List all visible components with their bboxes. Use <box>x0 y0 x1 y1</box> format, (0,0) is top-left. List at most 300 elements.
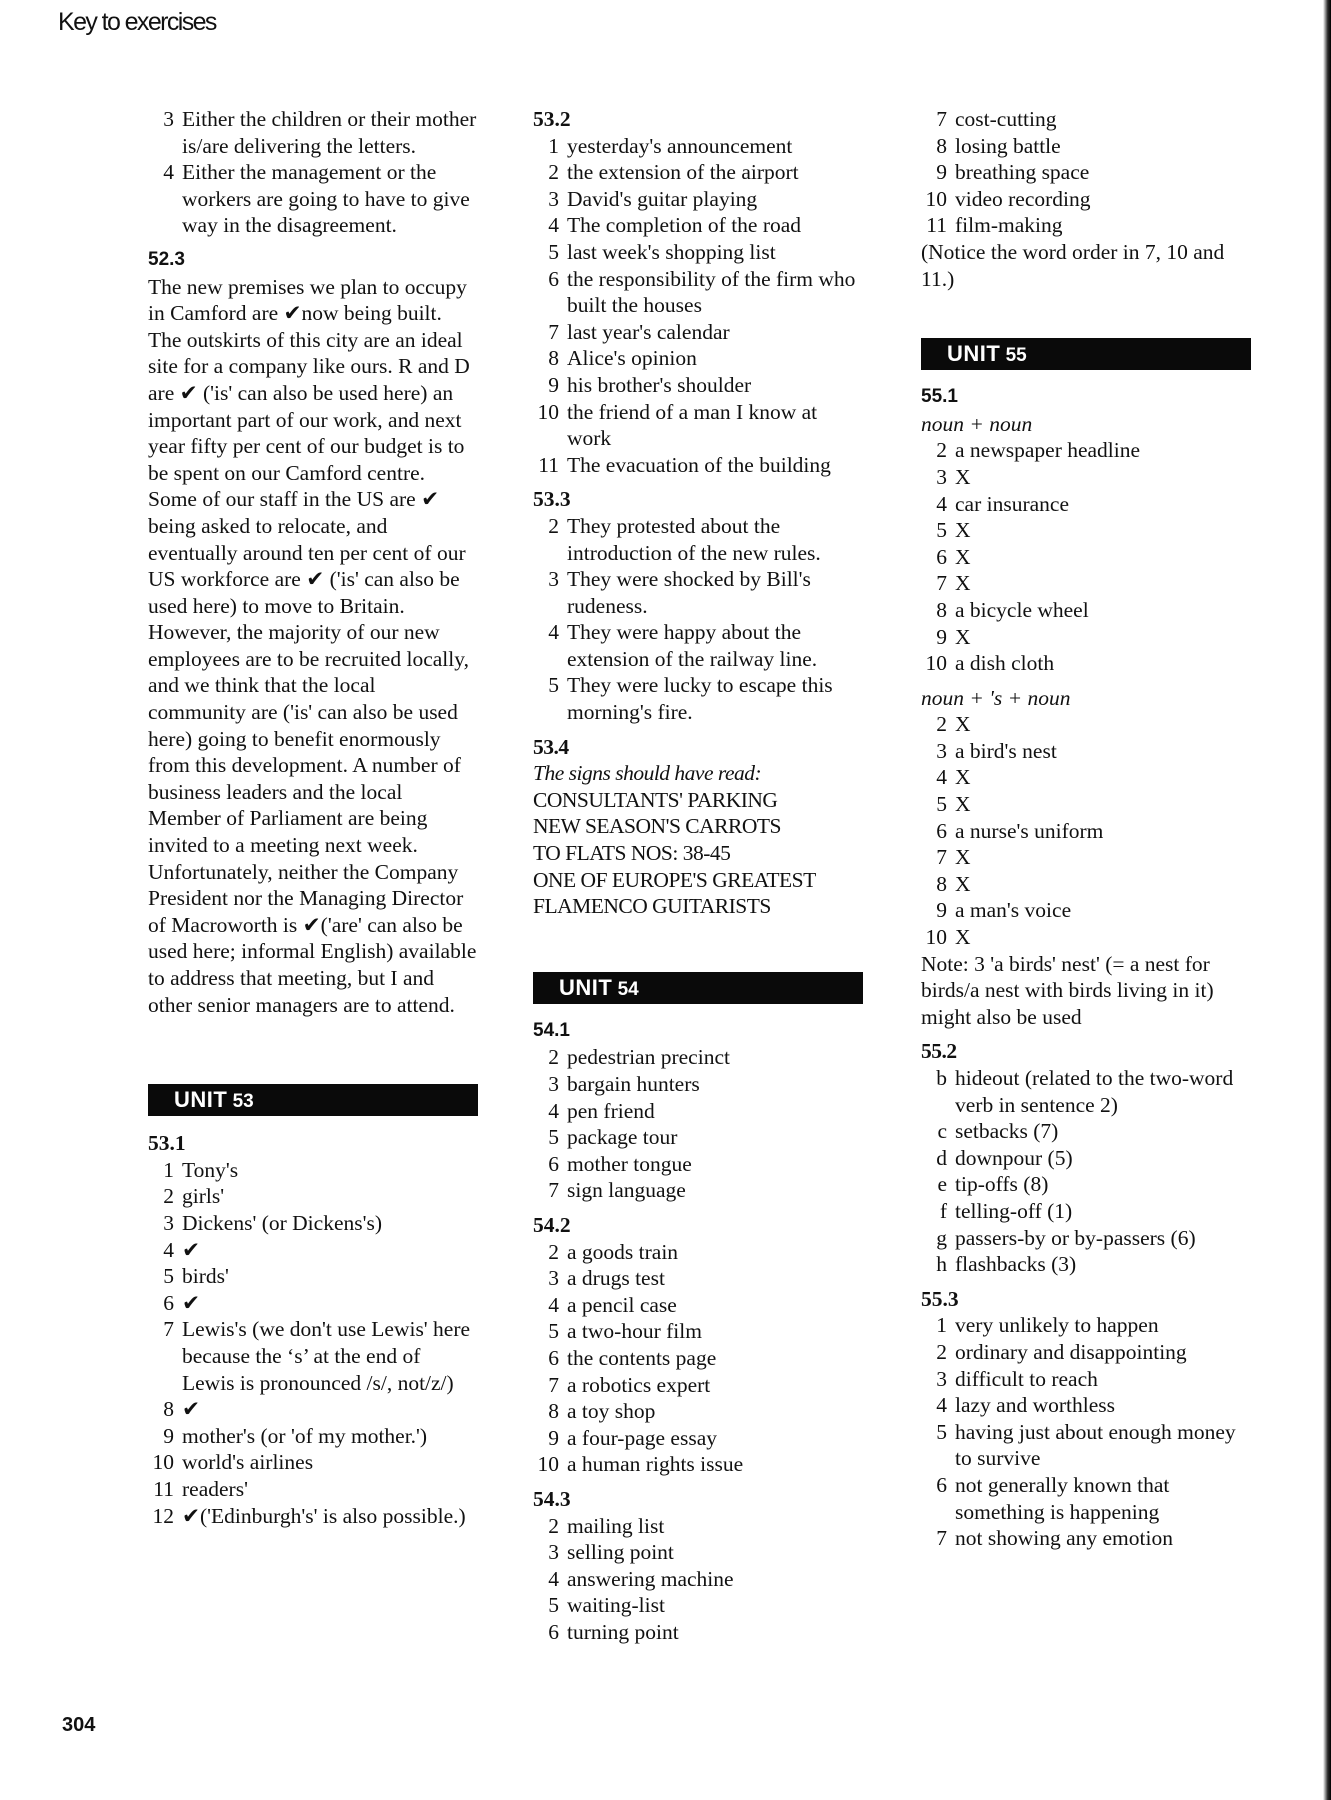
item-text: a drugs test <box>567 1266 665 1291</box>
item-text: Lewis's (we don't use Lewis' here because the ‘s’ at the end of Lewis is pronounced /s/, not/z/) <box>182 1317 471 1395</box>
subheading-noun-s-noun: noun + 's + noun <box>921 685 1071 710</box>
list-item <box>148 1476 478 1503</box>
item-number: b <box>936 1066 947 1090</box>
unit-55-header <box>921 338 1251 370</box>
item-text: the responsibility of the firm who built the houses <box>567 266 856 318</box>
item-text: The evacuation of the building <box>567 452 831 477</box>
list-54-3 <box>533 1513 863 1646</box>
list-item <box>921 570 1251 597</box>
item-text: film-making <box>955 213 1063 238</box>
list-item <box>921 791 1251 818</box>
item-number: 5 <box>163 1264 174 1289</box>
item-number: 9 <box>936 624 947 649</box>
item-number: 5 <box>548 239 559 264</box>
item-text: ✔ <box>182 1397 201 1422</box>
item-text: a human rights issue <box>567 1452 744 1477</box>
item-text: They were shocked by Bill's rudeness. <box>567 567 811 618</box>
list-item <box>533 372 863 399</box>
list-item <box>533 1151 863 1178</box>
item-number: 7 <box>936 845 947 870</box>
column-middle <box>533 106 863 1645</box>
list-item <box>148 106 478 159</box>
list-item <box>533 1592 863 1619</box>
list-item <box>533 452 863 479</box>
exercise-53-3-heading: 53.3 <box>533 487 571 512</box>
list-item <box>533 1566 863 1593</box>
item-number: 4 <box>936 491 947 516</box>
item-text: a dish cloth <box>955 651 1055 676</box>
list-item <box>533 212 863 239</box>
item-number: 5 <box>548 1593 559 1618</box>
item-text: David's guitar playing <box>567 186 758 211</box>
unit-53-number: 53 <box>232 1091 254 1113</box>
list-item <box>533 1318 863 1345</box>
scan-edge <box>1323 0 1331 1800</box>
item-number: 4 <box>548 1098 559 1123</box>
sign-line: ONE OF EUROPE'S GREATEST <box>533 867 816 892</box>
list-item <box>533 1124 863 1151</box>
list-item <box>921 871 1251 898</box>
item-number: f <box>939 1198 947 1223</box>
list-item <box>921 1419 1251 1472</box>
unit-55-number: 55 <box>1005 345 1027 367</box>
item-number: 1 <box>163 1157 174 1182</box>
list-item <box>921 1171 1251 1198</box>
list-item <box>533 1239 863 1266</box>
list-item <box>148 1263 478 1290</box>
exercise-53-2-heading: 53.2 <box>533 107 571 131</box>
item-number: 2 <box>548 1513 559 1538</box>
list-item <box>921 464 1251 491</box>
item-text: last week's shopping list <box>567 239 776 264</box>
list-item <box>921 437 1251 464</box>
item-number: 4 <box>548 1566 559 1591</box>
list-item <box>533 1372 863 1399</box>
item-text: world's airlines <box>182 1450 314 1475</box>
item-text: a bicycle wheel <box>955 597 1089 622</box>
list-item <box>921 1225 1251 1252</box>
item-text: tip-offs (8) <box>955 1172 1049 1197</box>
list-item <box>148 1237 478 1264</box>
item-text: not generally known that something is happening <box>955 1472 1170 1524</box>
list-54-1 <box>533 1044 863 1204</box>
list-item <box>921 517 1251 544</box>
list-item <box>533 186 863 213</box>
exercise-52-3-text: The new premises we plan to occupy in Camford are ✔now being built. The outskirts of this city are an ideal site for a company like ours. R and D are ✔ ('is' can also be used here) an important part of our work, and next year fifty per cent of our budget is to be spent on our Camford centre. Some of our staff in the US are ✔ being asked to relocate, and eventually around ten per cent of our US workforce are ✔ ('is' can also be used here) to move to Britain. However, the majority of our new employees are to be recruited locally, and we think that the local community are ('is' can also be used here) going to benefit enormously from this development. A number of business leaders and the local Member of Parliament are being invited to a meeting next week. Unfortunately, neither the Company President nor the Managing Director of Macroworth is ✔('are' can also be used here; informal English) available to address that meeting, but I and other senior managers are to attend. <box>148 274 477 1017</box>
item-text: a bird's nest <box>955 738 1057 763</box>
item-text: telling-off (1) <box>955 1198 1073 1223</box>
unit-54-label: UNIT <box>559 974 613 1000</box>
exercise-55-3-heading: 55.3 <box>921 1286 959 1311</box>
list-item <box>533 672 863 725</box>
item-number: 8 <box>936 597 947 622</box>
list-item <box>921 159 1251 186</box>
item-number: 6 <box>936 1472 947 1497</box>
list-item <box>921 764 1251 791</box>
item-text: Either the management or the workers are going to have to give way in the disagreement. <box>182 160 470 238</box>
item-text: ✔ <box>182 1290 201 1315</box>
item-number: 8 <box>548 346 559 371</box>
list-item <box>921 844 1251 871</box>
list-item <box>533 266 863 319</box>
list-item <box>921 597 1251 624</box>
item-text: ordinary and disappointing <box>955 1339 1187 1364</box>
item-number: 3 <box>163 1210 174 1235</box>
item-text: They were happy about the extension of the railway line. <box>567 620 818 671</box>
signs-list <box>533 787 863 920</box>
item-text: his brother's shoulder <box>567 372 752 397</box>
item-text: a pencil case <box>567 1292 677 1317</box>
item-text: having just about enough money to survive <box>955 1419 1236 1471</box>
list-item <box>921 1525 1251 1552</box>
list-item <box>148 1396 478 1423</box>
note-55-1: Note: 3 'a birds' nest' (= a nest for birds/a nest with birds living in it) might also be used <box>921 951 1214 1029</box>
item-number: 2 <box>163 1184 174 1209</box>
column-left <box>148 106 478 1529</box>
item-text: a toy shop <box>567 1399 656 1424</box>
item-text: X <box>955 571 971 596</box>
page-header: Key to exercises <box>58 8 216 36</box>
exercise-54-1-heading: 54.1 <box>533 1019 570 1041</box>
unit-54-number: 54 <box>617 978 639 1000</box>
list-item <box>148 1210 478 1237</box>
list-item <box>148 1503 478 1530</box>
item-number: 5 <box>548 1125 559 1150</box>
item-text: package tour <box>567 1125 678 1150</box>
item-number: 6 <box>548 266 559 291</box>
item-text: a man's voice <box>955 898 1072 923</box>
item-text: breathing space <box>955 160 1090 185</box>
item-number: 3 <box>548 1072 559 1096</box>
item-number: 9 <box>163 1423 174 1448</box>
list-item <box>148 1423 478 1450</box>
list-53-2 <box>533 133 863 479</box>
item-text: answering machine <box>567 1566 734 1591</box>
column-right <box>921 106 1251 1552</box>
item-text: The completion of the road <box>567 213 802 238</box>
list-item <box>921 1198 1251 1225</box>
list-item <box>921 1392 1251 1419</box>
item-number: 10 <box>537 1452 559 1477</box>
list-item <box>921 491 1251 518</box>
exercise-53-4-intro: The signs should have read: <box>533 761 762 786</box>
sign-line: TO FLATS NOS: 38-45 <box>533 841 731 866</box>
list-item <box>533 566 863 619</box>
item-text: pedestrian precinct <box>567 1045 730 1070</box>
item-number: 5 <box>548 1319 559 1344</box>
item-number: 5 <box>936 1419 947 1444</box>
item-number: 10 <box>537 399 559 424</box>
item-number: 7 <box>936 1526 947 1551</box>
list-item <box>533 1398 863 1425</box>
item-text: turning point <box>567 1619 679 1644</box>
list-item <box>921 1339 1251 1366</box>
exercise-53-4-heading: 53.4 <box>533 734 569 759</box>
item-text: yesterday's announcement <box>567 133 793 158</box>
item-number: 3 <box>548 186 559 211</box>
item-number: 2 <box>548 1045 559 1070</box>
list-item <box>921 818 1251 845</box>
item-text: passers-by or by-passers (6) <box>955 1225 1196 1250</box>
sign-line: CONSULTANTS' PARKING <box>533 787 778 812</box>
sign-line: NEW SEASON'S CARROTS <box>533 814 781 839</box>
item-number: 8 <box>548 1399 559 1424</box>
list-item <box>921 1312 1251 1339</box>
item-number: 8 <box>936 871 947 896</box>
item-number: 12 <box>152 1503 174 1528</box>
item-number: 6 <box>936 818 947 843</box>
item-text: last year's calendar <box>567 319 730 344</box>
item-number: 6 <box>548 1151 559 1176</box>
item-text: very unlikely to happen <box>955 1313 1159 1338</box>
list-55-1b <box>921 711 1251 950</box>
list-item <box>921 924 1251 951</box>
list-item <box>533 1619 863 1646</box>
item-number: 11 <box>153 1476 174 1501</box>
item-number: 6 <box>548 1619 559 1644</box>
item-number: 7 <box>936 107 947 131</box>
list-item <box>533 1451 863 1478</box>
list-item <box>921 1366 1251 1393</box>
list-item <box>148 1157 478 1184</box>
item-text: ✔ <box>182 1237 201 1262</box>
list-item <box>921 1065 1251 1118</box>
item-number: 3 <box>936 464 947 489</box>
item-text: setbacks (7) <box>955 1119 1059 1144</box>
list-item <box>921 711 1251 738</box>
list-item <box>921 650 1251 677</box>
item-number: 3 <box>548 1540 559 1565</box>
item-text: a nurse's uniform <box>955 818 1104 843</box>
list-item <box>148 1183 478 1210</box>
unit-53-label: UNIT <box>174 1087 228 1113</box>
item-text: the extension of the airport <box>567 160 799 185</box>
list-item <box>533 1044 863 1071</box>
item-text: pen friend <box>567 1098 655 1123</box>
item-number: e <box>937 1172 947 1197</box>
note-54-3: (Notice the word order in 7, 10 and 11.) <box>921 239 1225 291</box>
list-item <box>921 1145 1251 1172</box>
item-number: 2 <box>548 1239 559 1264</box>
item-text: selling point <box>567 1540 674 1565</box>
item-text: Dickens' (or Dickens's) <box>182 1210 382 1235</box>
list-item <box>533 619 863 672</box>
item-text: the friend of a man I know at work <box>567 399 818 451</box>
item-text: X <box>955 624 971 649</box>
item-number: 3 <box>936 738 947 763</box>
item-number: 2 <box>936 438 947 463</box>
unit-53-header <box>148 1084 478 1116</box>
list-53-3 <box>533 513 863 726</box>
item-number: 10 <box>152 1450 174 1475</box>
list-52-2-continued <box>148 106 478 239</box>
item-text: X <box>955 845 971 870</box>
item-text: birds' <box>182 1264 229 1289</box>
list-item <box>921 1118 1251 1145</box>
unit-54-header <box>533 972 863 1004</box>
item-number: 10 <box>925 186 947 211</box>
item-number: 10 <box>925 925 947 950</box>
item-number: g <box>936 1225 947 1250</box>
item-number: d <box>936 1145 947 1170</box>
exercise-55-1-heading: 55.1 <box>921 386 958 408</box>
item-text: mother tongue <box>567 1151 692 1176</box>
item-number: 4 <box>936 765 947 790</box>
item-number: 9 <box>548 372 559 397</box>
item-number: 3 <box>548 567 559 592</box>
item-text: X <box>955 464 971 489</box>
item-number: 3 <box>936 1366 947 1391</box>
item-text: X <box>955 765 971 790</box>
item-number: 9 <box>548 1425 559 1450</box>
item-number: 11 <box>926 213 947 238</box>
item-text: Tony's <box>182 1157 239 1182</box>
list-item <box>148 159 478 239</box>
list-item <box>533 1345 863 1372</box>
item-number: 2 <box>548 160 559 185</box>
item-number: 4 <box>163 1237 174 1262</box>
item-number: 8 <box>936 133 947 158</box>
item-number: 5 <box>936 518 947 543</box>
item-number: h <box>936 1252 947 1277</box>
item-text: ✔('Edinburgh's' is also possible.) <box>182 1503 466 1528</box>
item-text: downpour (5) <box>955 1145 1073 1170</box>
list-item <box>533 319 863 346</box>
item-text: X <box>955 925 971 950</box>
exercise-54-3-heading: 54.3 <box>533 1486 571 1511</box>
item-number: 3 <box>548 1266 559 1291</box>
item-number: 7 <box>548 1372 559 1397</box>
item-text: X <box>955 712 971 737</box>
item-text: mother's (or 'of my mother.') <box>182 1423 428 1448</box>
item-text: sign language <box>567 1178 686 1203</box>
item-text: not showing any emotion <box>955 1526 1173 1551</box>
item-number: 2 <box>548 513 559 538</box>
item-text: Either the children or their mother is/are delivering the letters. <box>182 107 477 158</box>
subheading-noun-noun: noun + noun <box>921 411 1033 436</box>
item-text: a four-page essay <box>567 1425 717 1450</box>
item-text: the contents page <box>567 1345 717 1370</box>
item-number: 1 <box>548 133 559 158</box>
item-text: X <box>955 871 971 896</box>
item-number: 3 <box>163 107 174 131</box>
list-item <box>533 159 863 186</box>
list-54-2 <box>533 1239 863 1478</box>
item-number: 6 <box>936 544 947 569</box>
item-text: hideout (related to the two-word verb in sentence 2) <box>955 1066 1234 1117</box>
item-number: 8 <box>163 1397 174 1422</box>
item-text: X <box>955 518 971 543</box>
item-number: 4 <box>548 620 559 645</box>
list-item <box>533 1265 863 1292</box>
list-54-3-continued <box>921 106 1251 239</box>
item-number: 1 <box>936 1313 947 1338</box>
item-number: 7 <box>163 1317 174 1342</box>
list-item <box>148 1290 478 1317</box>
item-text: X <box>955 544 971 569</box>
list-item <box>533 513 863 566</box>
item-text: Alice's opinion <box>567 346 697 371</box>
item-number: 6 <box>548 1345 559 1370</box>
item-number: 7 <box>548 1178 559 1203</box>
page-number: 304 <box>62 1714 96 1736</box>
list-item <box>148 1316 478 1396</box>
list-item <box>921 544 1251 571</box>
item-text: lazy and worthless <box>955 1393 1116 1418</box>
list-53-1 <box>148 1157 478 1529</box>
item-text: difficult to reach <box>955 1366 1098 1391</box>
item-text: a goods train <box>567 1239 679 1264</box>
item-text: a robotics expert <box>567 1372 711 1397</box>
list-item <box>533 1177 863 1204</box>
list-item <box>533 1539 863 1566</box>
item-text: mailing list <box>567 1513 665 1538</box>
item-text: They protested about the introduction of the new rules. <box>567 513 821 565</box>
item-number: 4 <box>548 213 559 238</box>
item-text: They were lucky to escape this morning's fire. <box>567 673 833 725</box>
item-text: car insurance <box>955 491 1069 516</box>
item-text: waiting-list <box>567 1593 665 1618</box>
item-number: c <box>937 1119 947 1144</box>
list-item <box>533 1098 863 1125</box>
item-number: 7 <box>936 571 947 596</box>
item-text: video recording <box>955 186 1091 211</box>
list-55-1a <box>921 437 1251 676</box>
exercise-54-2-heading: 54.2 <box>533 1212 571 1237</box>
list-item <box>921 106 1251 133</box>
list-item <box>148 1449 478 1476</box>
list-item <box>533 1071 863 1098</box>
list-item <box>921 897 1251 924</box>
list-item <box>921 186 1251 213</box>
list-item <box>921 212 1251 239</box>
item-number: 5 <box>936 792 947 817</box>
list-item <box>533 1425 863 1452</box>
exercise-53-1-heading: 53.1 <box>148 1131 186 1156</box>
list-item <box>921 738 1251 765</box>
item-number: 7 <box>548 319 559 344</box>
list-item <box>533 1292 863 1319</box>
item-number: 6 <box>163 1290 174 1315</box>
list-55-3 <box>921 1312 1251 1551</box>
item-number: 11 <box>538 452 559 477</box>
item-number: 4 <box>936 1393 947 1418</box>
list-item <box>921 1251 1251 1278</box>
list-item <box>533 399 863 452</box>
item-number: 2 <box>936 1339 947 1364</box>
sign-line: FLAMENCO GUITARISTS <box>533 894 771 919</box>
item-number: 2 <box>936 712 947 737</box>
item-text: losing battle <box>955 133 1061 158</box>
item-number: 5 <box>548 673 559 698</box>
item-number: 9 <box>936 898 947 923</box>
item-text: flashbacks (3) <box>955 1252 1077 1277</box>
list-item <box>921 133 1251 160</box>
item-text: X <box>955 792 971 817</box>
list-item <box>533 239 863 266</box>
list-item <box>533 133 863 160</box>
list-55-2 <box>921 1065 1251 1278</box>
item-number: 10 <box>925 651 947 676</box>
exercise-52-3-heading: 52.3 <box>148 248 185 270</box>
item-text: bargain hunters <box>567 1072 700 1096</box>
item-number: 4 <box>548 1292 559 1317</box>
item-text: cost-cutting <box>955 107 1057 131</box>
item-number: 4 <box>163 160 174 185</box>
list-item <box>533 1513 863 1540</box>
list-item <box>921 1472 1251 1525</box>
item-text: girls' <box>182 1184 225 1209</box>
